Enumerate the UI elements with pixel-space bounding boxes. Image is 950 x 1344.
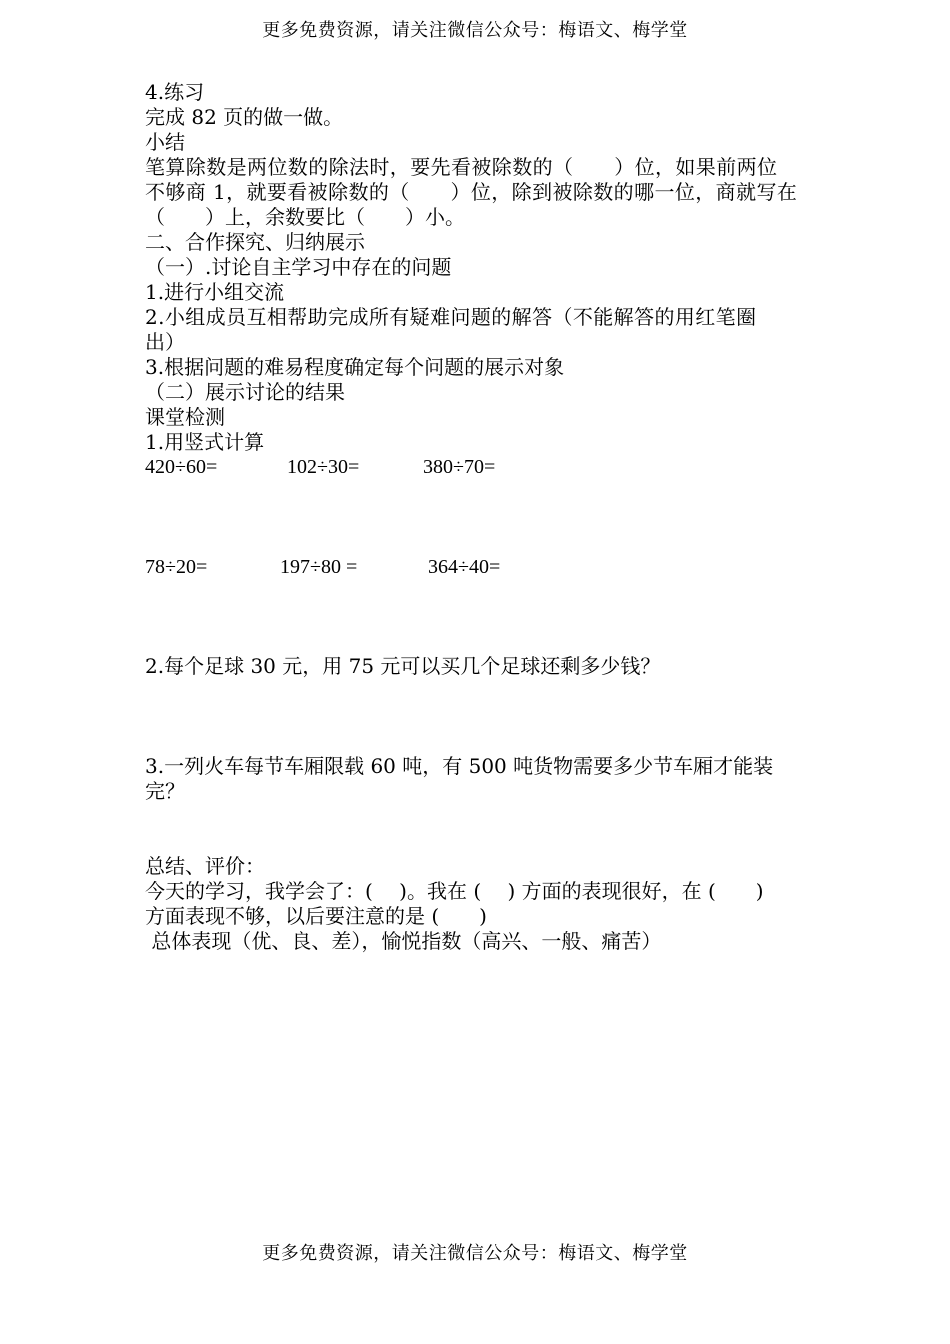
step-2-line-2: 出）	[145, 330, 185, 354]
summary-line-3: （ ）上，余数要比（ ）小。	[145, 205, 465, 229]
review-line-2: 方面表现不够，以后要注意的是 ( )	[145, 904, 487, 928]
summary-line-1: 笔算除数是两位数的除法时，要先看被除数的（ ）位，如果前两位	[145, 155, 778, 179]
show-heading: （二）展示讨论的结果	[145, 380, 345, 404]
equation: 364÷40=	[428, 556, 501, 578]
equation: 420÷60=	[145, 456, 218, 478]
question-3-line-1: 3.一列火车每节车厢限载 60 吨，有 500 吨货物需要多少节车厢才能装	[145, 754, 774, 778]
practice-heading: 4.练习	[145, 80, 205, 104]
equation: 380÷70=	[423, 456, 496, 478]
summary-heading: 小结	[145, 130, 185, 154]
question-1: 1.用竖式计算	[145, 430, 265, 454]
review-line-3: 总体表现（优、良、差），愉悦指数（高兴、一般、痛苦）	[145, 929, 662, 953]
review-heading: 总结、评价：	[145, 854, 265, 878]
step-2-line-1: 2.小组成员互相帮助完成所有疑难问题的解答（不能解答的用红笔圈	[145, 305, 757, 329]
discuss-heading: （一）.讨论自主学习中存在的问题	[145, 255, 452, 279]
step-1: 1.进行小组交流	[145, 280, 285, 304]
check-heading: 课堂检测	[145, 405, 225, 429]
section-2-heading: 二、合作探究、归纳展示	[145, 230, 365, 254]
summary-line-2: 不够商 1，就要看被除数的（ ）位，除到被除数的哪一位，商就写在	[145, 180, 798, 204]
step-3: 3.根据问题的难易程度确定每个问题的展示对象	[145, 355, 565, 379]
equation: 197÷80 =	[280, 556, 358, 578]
equation: 102÷30=	[287, 456, 360, 478]
question-3-line-2: 完？	[145, 779, 185, 803]
practice-task: 完成 82 页的做一做。	[145, 105, 344, 129]
question-2: 2.每个足球 30 元，用 75 元可以买几个足球还剩多少钱？	[145, 654, 661, 678]
page-footer: 更多免费资源，请关注微信公众号：梅语文、梅学堂	[262, 1243, 688, 1264]
page-header: 更多免费资源，请关注微信公众号：梅语文、梅学堂	[262, 20, 688, 41]
equation: 78÷20=	[145, 556, 208, 578]
review-line-1: 今天的学习，我学会了：( )。我在 ( ) 方面的表现很好，在 ( )	[145, 879, 764, 903]
